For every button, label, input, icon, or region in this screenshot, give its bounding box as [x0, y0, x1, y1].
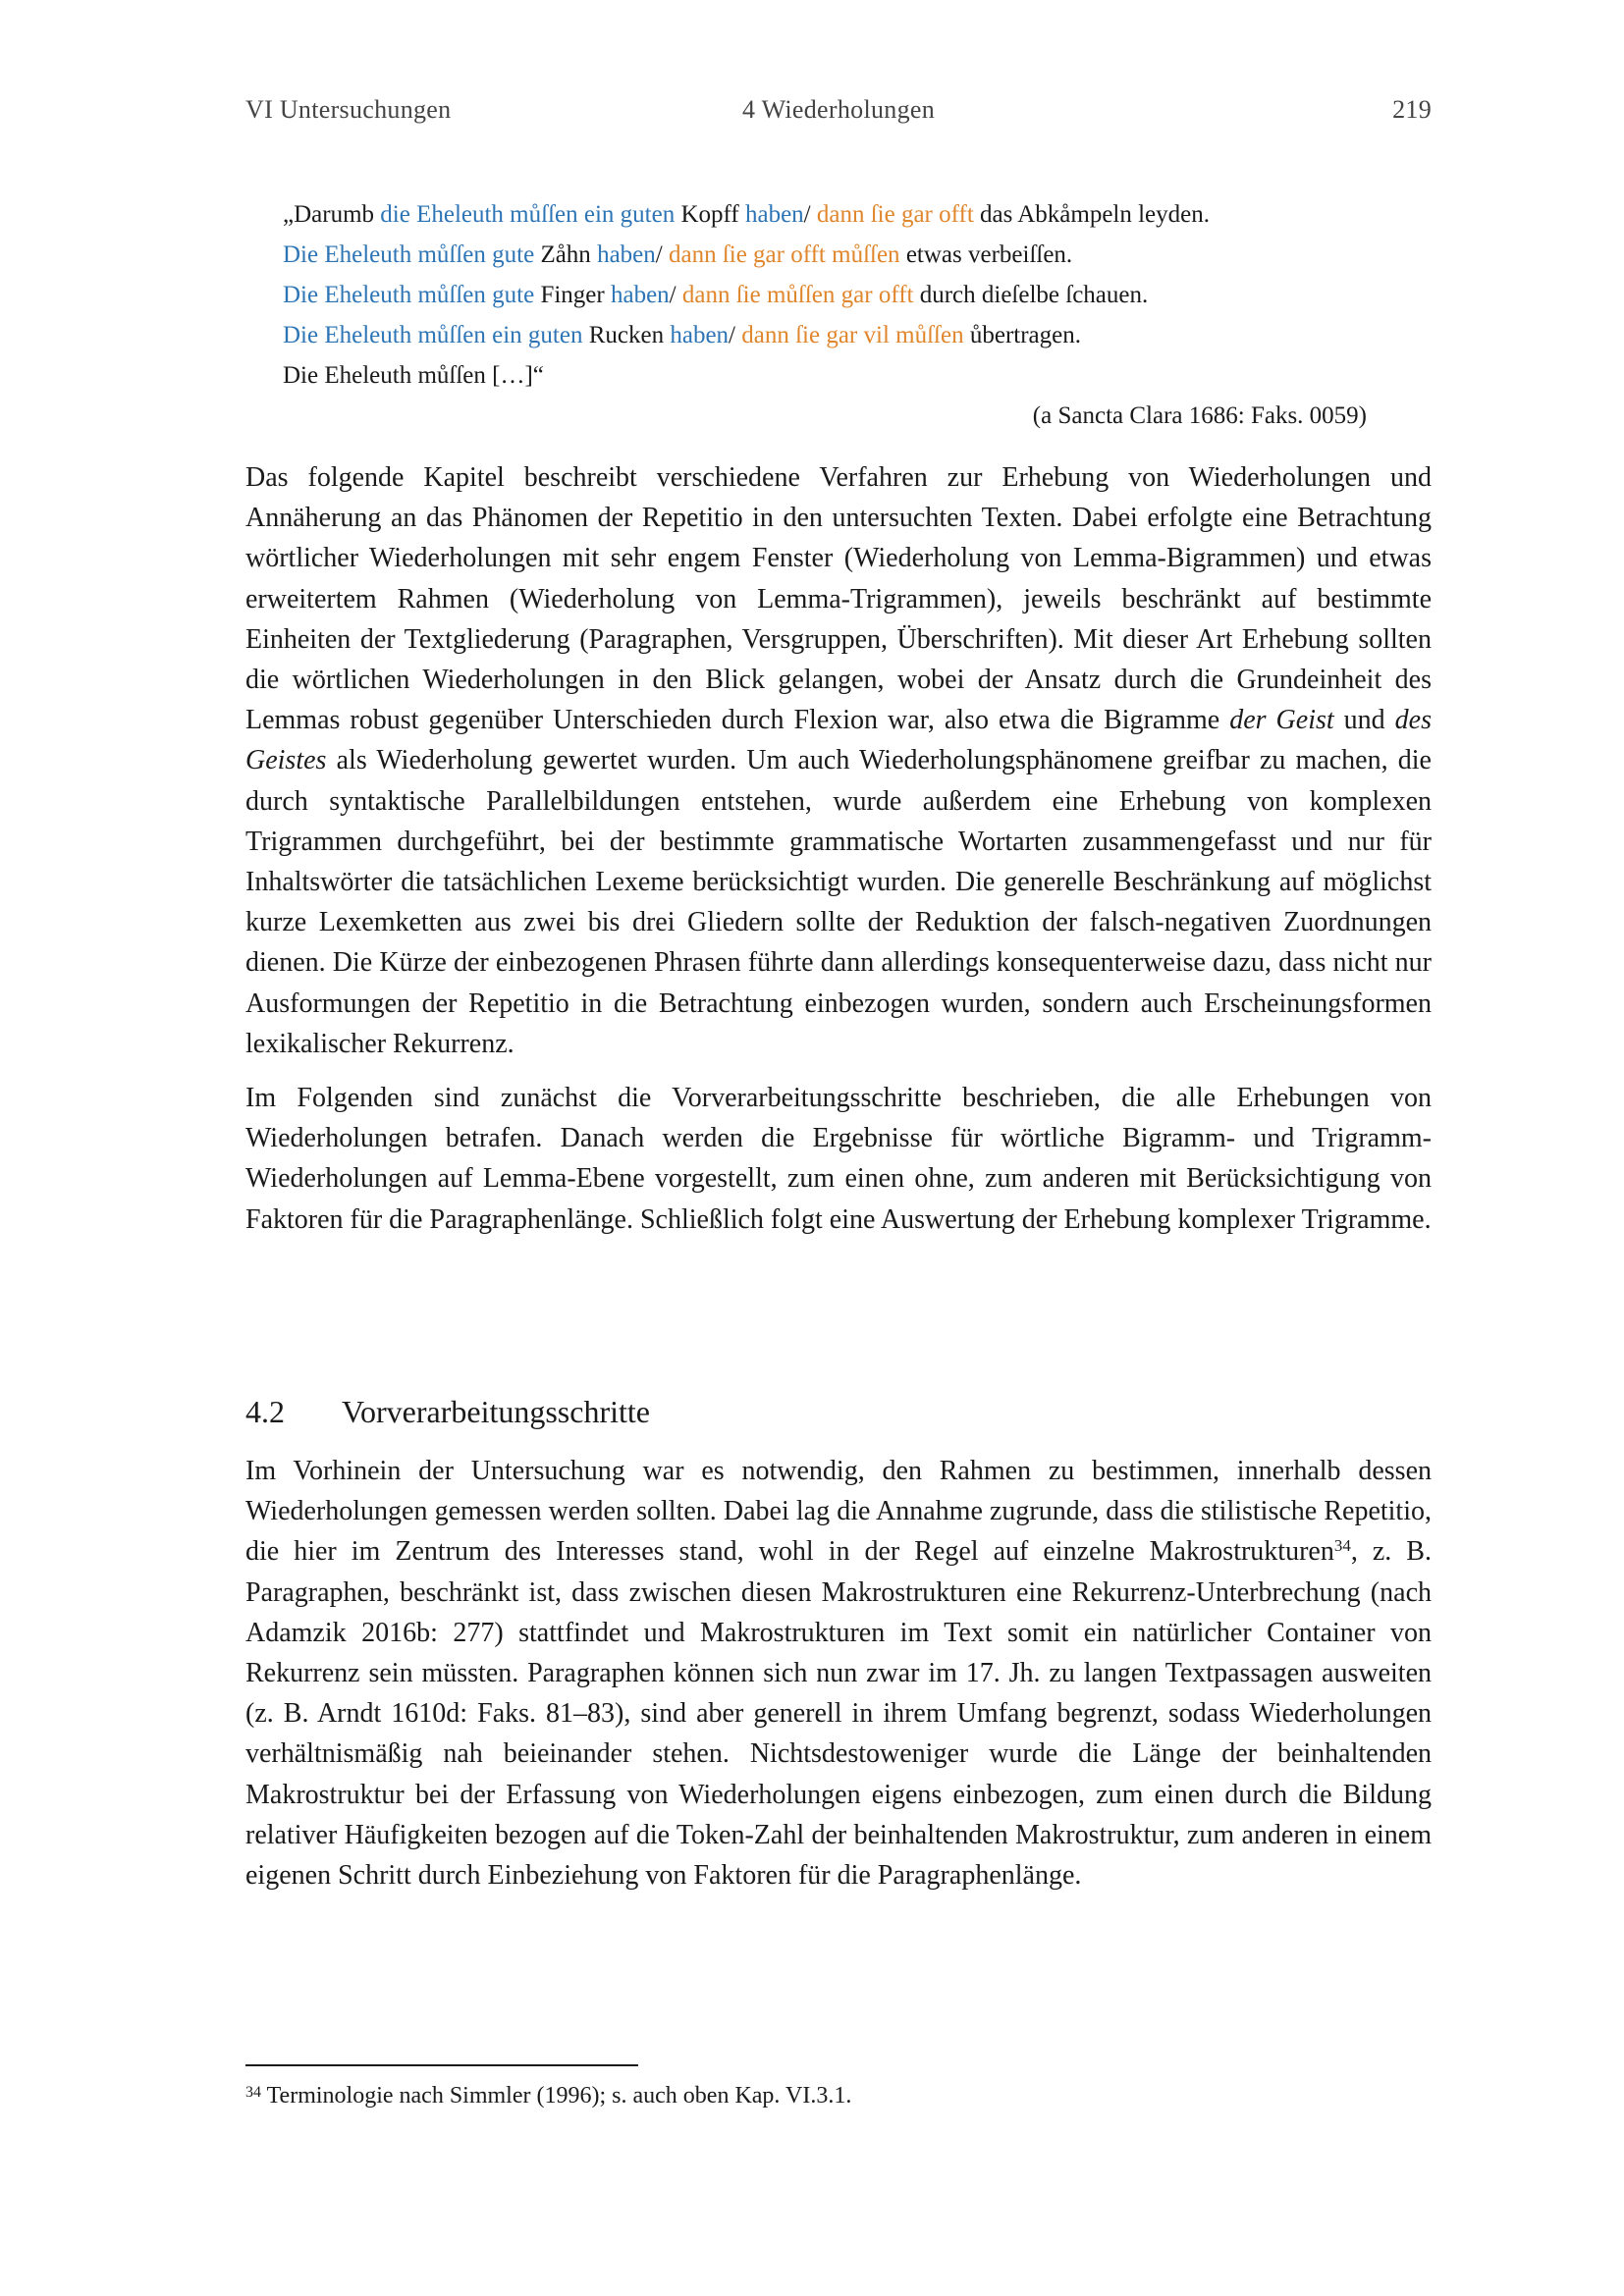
footnote-number: 34: [245, 2084, 261, 2101]
quote-highlight-verb: haben: [610, 282, 670, 308]
paragraph-text: und: [1333, 705, 1395, 736]
running-head-section: 4 Wiederholungen: [741, 95, 936, 124]
quote-text: Rucken: [582, 322, 671, 348]
paragraph-text: Das folgende Kapitel beschreibt verschiedene Verfahren zur Erhebung von Wiederholungen und Annäherung an das Phänomen der Repetitio in den untersuchten Texten. Dabei erfolgte eine Betrachtung wörtlicher Wiederholungen mit sehr engem Fenster (Wiederholung von Lemma-Bigrammen) und etwas erweitertem Rahmen (Wiederholung von Lemma-Trigrammen), jeweils beschränkt auf bestimmte Einheiten der Textgliederung (Paragraphen, Versgruppen, Überschriften). Mit dieser Art Erhebung sollten die wörtlichen Wiederholungen in den Blick gelangen, wobei der Ansatz durch die Grundeinheit des Lemmas robust gegenüber Unterschieden durch Flexion war, also etwa die Bigramme: [245, 462, 1432, 736]
quote-line: [283, 275, 1412, 315]
footnote-reference[interactable]: 34: [1333, 1536, 1351, 1556]
section-heading: [245, 1392, 1432, 1431]
quote-highlight-subject: die Eheleuth můſſen ein guten: [380, 201, 676, 228]
body-text: [245, 457, 1432, 1254]
quote-source: (a Sancta Clara 1686: Faks. 0059): [1032, 402, 1367, 429]
footnote-divider: [245, 2064, 638, 2066]
block-quote: [283, 194, 1412, 436]
quote-highlight-clause: dann ſie gar offt můſſen: [668, 241, 900, 268]
example-term: des Geistes: [245, 705, 1432, 776]
paragraph-overview: Im Folgenden sind zunächst die Vorverarbeitungsschritte beschrieben, die alle Erhebungen von Wiederholungen betrafen. Danach werden die Ergebnisse für wörtliche Bigramm- und Trigramm-Wiederholungen auf Lemma-Ebene vorgestellt, zum einen ohne, zum anderen mit Berücksichtigung von Faktoren für die Paragraphenlänge. Schließlich folgt eine Auswertung der Erhebung komplexer Trigramme.: [245, 1083, 1432, 1235]
quote-highlight-verb: haben: [597, 241, 656, 268]
quote-highlight-verb: haben: [744, 201, 804, 228]
quote-text: /: [729, 322, 742, 348]
quote-highlight-subject: Die Eheleuth můſſen ein guten: [283, 322, 583, 348]
quote-text: /: [803, 201, 817, 228]
quote-text: das Abkåmpeln leyden.: [973, 201, 1211, 228]
running-head-chapter: VI Untersuchungen: [245, 95, 452, 124]
quote-highlight-clause: dann ſie gar vil můſſen: [741, 322, 964, 348]
quote-highlight-verb: haben: [670, 322, 730, 348]
paragraph-text: , z. B. Paragraphen, beschränkt ist, dass zwischen diesen Makrostrukturen eine Rekurrenz-Unterbrechung (nach Adamzik 2016b: 277) stattfindet und Makrostrukturen im Text somit ein natürlicher Container von Rekurrenz sein müssten. Paragraphen können sich nun zwar im 17. Jh. zu langen Textpassagen ausweiten (z. B. Arndt 1610d: Faks. 81–83), sind aber generell in ihrem Umfang begrenzt, sodass Wiederholungen verhältnismäßig nah beieinander stehen. Nichtsdestoweniger wurde die Länge der beinhaltenden Makrostruktur bei der Erfassung von Wiederholungen eigens einbezogen, zum einen durch die Bildung relativer Häufigkeiten bezogen auf die Token-Zahl der beinhaltenden Makrostruktur, zum anderen in einem eigenen Schritt durch Einbeziehung von Faktoren für die Paragraphenlänge.: [245, 1536, 1432, 1892]
footnote-text: Terminologie nach Simmler (1996); s. auch oben Kap. VI.3.1.: [261, 2083, 852, 2109]
paragraph-text: Im Vorhinein der Untersuchung war es notwendig, den Rahmen zu bestimmen, innerhalb dessen Wiederholungen gemessen werden sollten. Dabei lag die Annahme zugrunde, dass die stilistische Repetitio, die hier im Zentrum des Interesses stand, wohl in der Regel auf einzelne Makrostrukturen: [245, 1456, 1432, 1568]
quote-text: /: [655, 241, 669, 268]
page: [245, 0, 1432, 2296]
quote-text: /: [669, 282, 682, 308]
example-term: der Geist: [1229, 705, 1334, 736]
quote-text: Finger: [534, 282, 611, 308]
quote-highlight-subject: Die Eheleuth můſſen gute: [283, 241, 535, 268]
section-body: [245, 1451, 1432, 1909]
paragraph-text: als Wiederholung gewertet wurden. Um auch Wiederholungsphänomene greifbar zu machen, die durch syntaktische Parallelbildungen entstehen, wurde außerdem eine Erhebung von komplexen Trigrammen durchgeführt, bei der bestimmte grammatische Wortarten zusammengefasst und nur für Inhaltswörter die tatsächlichen Lexeme berücksichtigt wurden. Die generelle Beschränkung auf möglichst kurze Lexemketten aus zwei bis drei Gliedern sollte der Reduktion der falsch-negativen Zuordnungen dienen. Die Kürze der einbezogenen Phrasen führte dann allerdings konsequenterweise dazu, dass nicht nur Ausformungen der Repetitio in die Betrachtung einbezogen wurden, sondern auch Erscheinungsformen lexikalischer Rekurrenz.: [245, 745, 1432, 1059]
paragraph-intro: [245, 457, 1432, 1064]
quote-text: durch dieſelbe ſchauen.: [913, 282, 1149, 308]
page-number: 219: [1392, 95, 1432, 124]
running-head: [245, 95, 1432, 131]
quote-text: Kopff: [675, 201, 745, 228]
quote-line: [283, 315, 1412, 355]
quote-line: [283, 194, 1412, 235]
quote-highlight-clause: dann ſie gar offt: [816, 201, 974, 228]
quote-highlight-clause: dann ſie můſſen gar offt: [681, 282, 914, 308]
quote-text: ůbertragen.: [963, 322, 1081, 348]
quote-text: Zåhn: [534, 241, 598, 268]
quote-text: etwas verbeiſſen.: [899, 241, 1073, 268]
section-title: Vorverarbeitungsschritte: [342, 1394, 650, 1429]
footnote: [245, 2079, 1432, 2112]
quote-highlight-subject: Die Eheleuth můſſen gute: [283, 282, 535, 308]
quote-last-line: Die Eheleuth můſſen […]“: [283, 362, 544, 389]
quote-line: [283, 235, 1412, 275]
paragraph-section: [245, 1451, 1432, 1896]
quote-text: „Darumb: [283, 201, 381, 228]
section-number: 4.2: [245, 1394, 285, 1429]
